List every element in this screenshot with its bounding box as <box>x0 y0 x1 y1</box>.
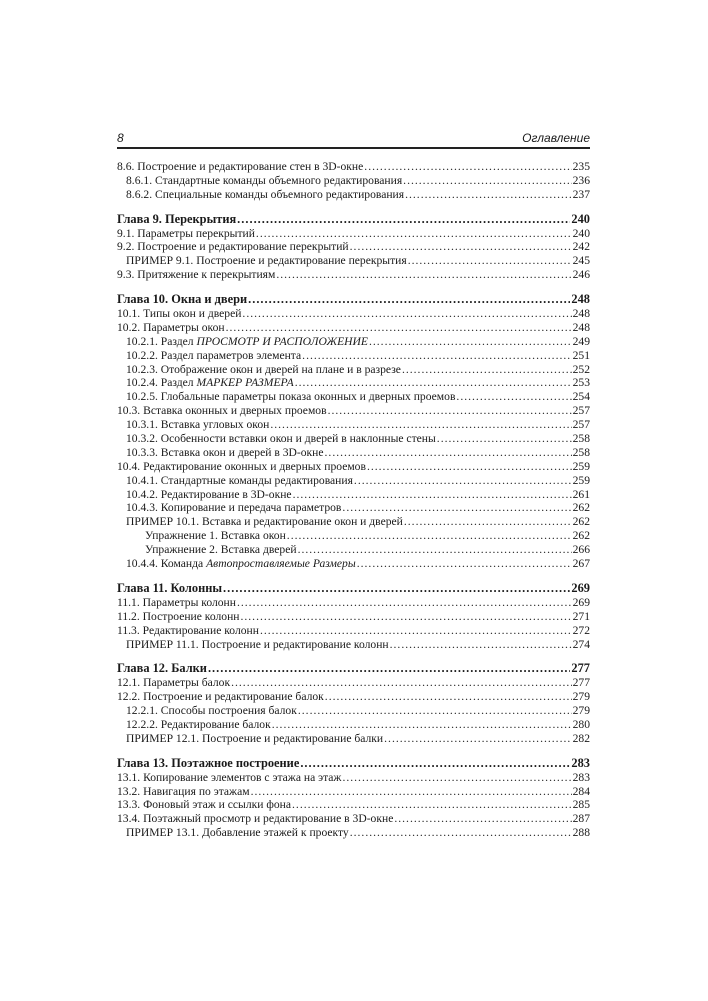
toc-entry-text: 10.2. Параметры окон <box>117 320 225 334</box>
toc-page-number: 259 <box>572 473 590 487</box>
toc-entry-title <box>126 515 403 529</box>
toc-entry-text: 9.3. Притяжение к перекрытиям <box>117 268 276 282</box>
dot-leader <box>354 474 572 488</box>
toc-entry <box>117 676 590 690</box>
dot-leader <box>350 240 572 254</box>
toc-entry-text: 10.2.1. Раздел <box>126 334 197 348</box>
toc-page-number: 277 <box>572 676 590 690</box>
toc-entry-text: 10.2.4. Раздел <box>126 376 197 390</box>
toc-entry <box>117 690 590 704</box>
toc-entry-text: 10.2.2. Раздел параметров элемента <box>126 348 302 362</box>
toc-entry-italic-text: МАРКЕР РАЗМЕРА <box>196 376 294 390</box>
toc-entry-title <box>145 529 286 543</box>
dot-leader <box>350 826 572 840</box>
toc-entry <box>117 268 590 282</box>
dot-leader <box>231 676 572 690</box>
dot-leader <box>325 690 572 704</box>
toc-entry-title <box>117 676 230 690</box>
toc-entry <box>117 501 590 515</box>
table-of-contents <box>117 160 590 840</box>
toc-entry-title <box>117 321 225 335</box>
dot-leader <box>295 376 572 390</box>
dot-leader <box>394 812 571 826</box>
toc-page-number: 257 <box>572 404 590 418</box>
dot-leader <box>405 188 572 202</box>
toc-entry-title <box>126 826 349 840</box>
toc-entry-text: 8.6.2. Специальные команды объемного редактирования <box>126 187 405 201</box>
toc-entry-text: 9.1. Параметры перекрытий <box>117 226 255 240</box>
dot-leader <box>208 662 570 676</box>
toc-page-number: 267 <box>572 557 590 571</box>
toc-entry <box>117 254 590 268</box>
toc-entry-title <box>126 254 407 268</box>
toc-entry <box>117 785 590 799</box>
dot-leader <box>248 293 570 307</box>
toc-entry <box>117 704 590 718</box>
dot-leader <box>328 404 572 418</box>
toc-entry-text: Глава 10. Окна и двери <box>117 293 248 307</box>
toc-block <box>117 757 590 840</box>
page-header <box>117 131 590 149</box>
toc-block <box>117 293 590 571</box>
toc-entry <box>117 460 590 474</box>
toc-entry-text: 12.2.2. Редактирование балок <box>126 717 271 731</box>
page-number: 8 <box>117 131 124 145</box>
toc-entry-title <box>117 582 222 596</box>
toc-page-number: 274 <box>572 637 590 651</box>
toc-page-number: 282 <box>572 731 590 745</box>
dot-leader <box>226 321 572 335</box>
toc-entry-text: 10.4.1. Стандартные команды редактирования <box>126 473 353 487</box>
toc-entry-title <box>117 240 349 254</box>
dot-leader <box>357 557 572 571</box>
dot-leader <box>456 390 571 404</box>
toc-page-number: 279 <box>572 704 590 718</box>
dot-leader <box>402 363 572 377</box>
toc-page-number: 251 <box>572 348 590 362</box>
toc-entry-title <box>117 812 393 826</box>
toc-entry <box>117 557 590 571</box>
toc-entry-title <box>117 785 250 799</box>
toc-entry <box>117 515 590 529</box>
toc-entry-text: 8.6. Построение и редактирование стен в 3D-окне <box>117 160 364 173</box>
dot-leader <box>293 488 572 502</box>
toc-page-number: 280 <box>572 717 590 731</box>
toc-entry-text: Глава 12. Балки <box>117 662 207 676</box>
dot-leader <box>251 785 572 799</box>
toc-entry-title <box>117 624 259 638</box>
toc-entry-text: 13.2. Навигация по этажам <box>117 784 250 798</box>
toc-chapter-heading <box>117 213 590 227</box>
toc-entry-title <box>126 363 401 377</box>
toc-entry-title <box>117 690 324 704</box>
dot-leader <box>272 718 572 732</box>
toc-page-number: 248 <box>572 307 590 321</box>
dot-leader <box>404 515 572 529</box>
toc-page-number: 283 <box>572 770 590 784</box>
toc-entry-title <box>126 174 402 188</box>
dot-leader <box>240 610 571 624</box>
toc-chapter-heading <box>117 582 590 596</box>
toc-entry-title <box>126 418 269 432</box>
toc-page-number: 269 <box>572 595 590 609</box>
toc-page-number: 253 <box>572 376 590 390</box>
toc-page-number: 236 <box>572 173 590 187</box>
toc-entry-title <box>126 488 292 502</box>
toc-entry <box>117 188 590 202</box>
toc-entry-text: Упражнение 1. Вставка окон <box>145 529 286 543</box>
toc-page-number: 283 <box>571 756 590 770</box>
toc-block <box>117 662 590 745</box>
toc-page-number: 277 <box>571 662 590 676</box>
toc-entry <box>117 596 590 610</box>
toc-entry-text: Упражнение 2. Вставка дверей <box>145 543 297 557</box>
toc-entry-text: 11.1. Параметры колонн <box>117 595 236 609</box>
toc-entry-title <box>126 474 353 488</box>
toc-entry-italic-text: Автопроставляемые Размеры <box>206 557 356 571</box>
toc-page-number: 257 <box>572 418 590 432</box>
toc-page-number: 271 <box>572 609 590 623</box>
dot-leader <box>384 732 571 746</box>
dot-leader <box>256 227 572 241</box>
toc-entry <box>117 718 590 732</box>
toc-page-number: 279 <box>572 690 590 704</box>
dot-leader <box>242 307 571 321</box>
toc-entry-text: 10.3.3. Вставка окон и дверей в 3D-окне <box>126 445 324 459</box>
dot-leader <box>369 335 572 349</box>
dot-leader <box>223 582 570 596</box>
toc-entry-italic-text: ПРОСМОТР И РАСПОЛОЖЕНИЕ <box>196 334 368 348</box>
toc-entry <box>117 771 590 785</box>
toc-entry-text: 9.2. Построение и редактирование перекрытий <box>117 240 349 254</box>
dot-leader <box>237 213 570 227</box>
toc-entry-title <box>117 307 241 321</box>
toc-entry <box>117 390 590 404</box>
toc-page-number: 262 <box>572 515 590 529</box>
dot-leader <box>298 704 572 718</box>
toc-entry-title <box>117 460 366 474</box>
toc-page-number: 272 <box>572 623 590 637</box>
toc-entry-title <box>117 268 275 282</box>
dot-leader <box>437 432 572 446</box>
dot-leader <box>270 418 571 432</box>
toc-page-number: 248 <box>572 320 590 334</box>
dot-leader <box>408 254 572 268</box>
toc-entry-text: ПРИМЕР 10.1. Вставка и редактирование окон и дверей <box>126 515 403 529</box>
toc-chapter-heading <box>117 293 590 307</box>
toc-entry-title <box>126 638 389 652</box>
toc-page-number: 269 <box>571 581 590 595</box>
dot-leader <box>342 501 571 515</box>
toc-entry-title <box>126 390 455 404</box>
toc-chapter-heading <box>117 662 590 676</box>
toc-entry-title <box>126 718 271 732</box>
running-title: Оглавление <box>522 131 590 145</box>
toc-entry <box>117 227 590 241</box>
toc-page-number: 284 <box>572 784 590 798</box>
toc-entry-title <box>126 349 301 363</box>
toc-page-number: 249 <box>572 334 590 348</box>
toc-entry <box>117 335 590 349</box>
toc-entry <box>117 638 590 652</box>
toc-entry-title <box>117 757 299 771</box>
toc-entry-title <box>126 732 383 746</box>
dot-leader <box>325 446 572 460</box>
toc-entry-title <box>117 610 239 624</box>
toc-entry-text: 10.4.3. Копирование и передача параметров <box>126 501 342 515</box>
toc-entry-title <box>117 798 291 812</box>
toc-page-number: 261 <box>572 487 590 501</box>
dot-leader <box>287 529 572 543</box>
toc-entry-text: 13.3. Фоновый этаж и ссылки фона <box>117 798 292 812</box>
toc-page-number: 237 <box>572 187 590 201</box>
toc-page-number: 262 <box>572 501 590 515</box>
toc-page-number: 245 <box>572 254 590 268</box>
dot-leader <box>292 798 572 812</box>
toc-entry-text: 13.4. Поэтажный просмотр и редактирование в 3D-окне <box>117 812 394 826</box>
dot-leader <box>300 757 570 771</box>
dot-leader <box>302 349 571 363</box>
toc-entry-text: 10.2.3. Отображение окон и дверей на плане и в разрезе <box>126 362 401 376</box>
toc-entry-title <box>126 335 368 349</box>
toc-entry-title <box>117 596 236 610</box>
toc-page-number: 288 <box>572 826 590 840</box>
toc-entry <box>117 610 590 624</box>
toc-page-number: 242 <box>572 240 590 254</box>
dot-leader <box>364 160 571 174</box>
toc-entry-text: 10.3.2. Особенности вставки окон и дверей в наклонные стены <box>126 432 436 446</box>
toc-entry-text: 10.3.1. Вставка угловых окон <box>126 418 270 432</box>
toc-entry-text: ПРИМЕР 11.1. Построение и редактирование колонн <box>126 637 389 651</box>
toc-entry-title <box>117 227 255 241</box>
toc-page-number: 240 <box>571 212 590 226</box>
toc-entry <box>117 404 590 418</box>
toc-entry-title <box>126 376 294 390</box>
toc-entry-text: 12.2. Построение и редактирование балок <box>117 690 324 704</box>
dot-leader <box>298 543 572 557</box>
toc-entry-title <box>126 704 297 718</box>
toc-entry <box>117 307 590 321</box>
toc-page-number: 258 <box>572 445 590 459</box>
toc-entry <box>117 418 590 432</box>
toc-entry-text: 11.3. Редактирование колонн <box>117 623 259 637</box>
toc-entry-text: 12.1. Параметры балок <box>117 676 231 690</box>
toc-entry <box>117 543 590 557</box>
toc-page-number: 246 <box>572 268 590 282</box>
toc-page-number: 254 <box>572 390 590 404</box>
toc-entry <box>117 432 590 446</box>
toc-entry <box>117 488 590 502</box>
toc-page-number: 252 <box>572 362 590 376</box>
toc-entry-text: 10.4.4. Команда <box>126 557 207 571</box>
toc-entry <box>117 349 590 363</box>
dot-leader <box>237 596 572 610</box>
dot-leader <box>276 268 571 282</box>
toc-entry-text: 10.1. Типы окон и дверей <box>117 307 242 321</box>
toc-entry-title <box>126 501 341 515</box>
toc-entry-text: Глава 11. Колонны <box>117 581 223 595</box>
toc-page-number: 258 <box>572 432 590 446</box>
toc-entry-text: 10.2.5. Глобальные параметры показа оконных и дверных проемов <box>126 390 456 404</box>
toc-entry-title <box>117 213 236 227</box>
toc-entry-title <box>117 662 207 676</box>
toc-entry <box>117 812 590 826</box>
toc-entry <box>117 321 590 335</box>
toc-page-number: 266 <box>572 543 590 557</box>
dot-leader <box>403 174 571 188</box>
toc-entry-title <box>126 446 324 460</box>
toc-page-number: 259 <box>572 459 590 473</box>
toc-block <box>117 213 590 282</box>
toc-entry <box>117 826 590 840</box>
toc-entry-title <box>126 557 356 571</box>
toc-entry-text: Глава 13. Поэтажное построение <box>117 756 300 770</box>
toc-block <box>117 582 590 651</box>
toc-entry-text: ПРИМЕР 12.1. Построение и редактирование балки <box>126 731 384 745</box>
toc-page-number: 248 <box>571 293 590 307</box>
toc-entry <box>117 240 590 254</box>
toc-entry-text: ПРИМЕР 13.1. Добавление этажей к проекту <box>126 826 349 840</box>
toc-page-number: 287 <box>572 812 590 826</box>
toc-entry-text: 13.1. Копирование элементов с этажа на этаж <box>117 770 342 784</box>
dot-leader <box>260 624 572 638</box>
toc-chapter-heading <box>117 757 590 771</box>
toc-entry-title <box>117 293 247 307</box>
toc-entry <box>117 474 590 488</box>
toc-entry <box>117 446 590 460</box>
toc-page-number: 240 <box>572 226 590 240</box>
toc-entry-text: ПРИМЕР 9.1. Построение и редактирование перекрытия <box>126 254 407 268</box>
toc-page-number: 285 <box>572 798 590 812</box>
toc-entry-text: 12.2.1. Способы построения балок <box>126 704 297 718</box>
toc-entry-text: 11.2. Построение колонн <box>117 609 240 623</box>
toc-entry <box>117 160 590 174</box>
toc-entry-title <box>117 404 327 418</box>
dot-leader <box>342 771 571 785</box>
toc-entry-title <box>145 543 297 557</box>
toc-entry-title <box>117 771 341 785</box>
toc-entry-title <box>126 432 436 446</box>
toc-page-number: 235 <box>572 160 590 173</box>
toc-block <box>117 160 590 202</box>
dot-leader <box>390 638 572 652</box>
toc-entry <box>117 624 590 638</box>
toc-entry <box>117 732 590 746</box>
toc-entry-text: 8.6.1. Стандартные команды объемного редактирования <box>126 173 403 187</box>
toc-entry-text: 10.4. Редактирование оконных и дверных проемов <box>117 459 366 473</box>
toc-entry <box>117 174 590 188</box>
toc-entry <box>117 376 590 390</box>
toc-entry <box>117 529 590 543</box>
toc-entry-text: 10.4.2. Редактирование в 3D-окне <box>126 487 292 501</box>
toc-entry-title <box>117 160 363 174</box>
toc-page-number: 262 <box>572 529 590 543</box>
dot-leader <box>367 460 572 474</box>
toc-entry-text: 10.3. Вставка оконных и дверных проемов <box>117 404 327 418</box>
toc-entry <box>117 363 590 377</box>
toc-entry-title <box>126 188 404 202</box>
toc-entry-text: Глава 9. Перекрытия <box>117 212 237 226</box>
toc-entry <box>117 798 590 812</box>
